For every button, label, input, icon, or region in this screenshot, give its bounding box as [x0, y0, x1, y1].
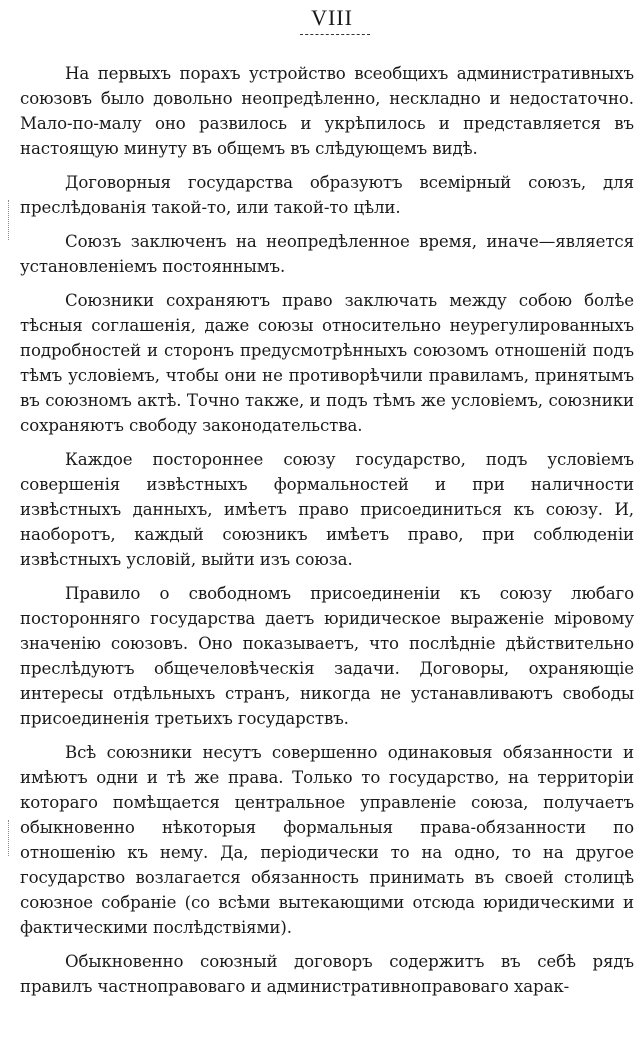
paragraph-1: На первыхъ порахъ устройство всеобщихъ административныхъ союзовъ было довольно неопредѣленно, нескладно и недостаточно. Мало-по-малу оно развилось и укрѣпилось и представляется въ настоящую минуту въ общемъ въ слѣдующемъ видѣ. — [20, 64, 634, 158]
paragraph-8: Обыкновенно союзный договоръ содержитъ въ себѣ рядъ правилъ частноправоваго и административноправоваго харак- — [20, 952, 634, 996]
paragraph-7: Всѣ союзники несутъ совершенно одинаковыя обязанности и имѣютъ одни и тѣ же права. Только то государство, на территоріи котораго помѣщается центральное управленіе союза, получаетъ обыкновенно нѣкоторыя формальныя права-обязанности по отношенію къ нему. Да, періодически то на одно, то на другое государство возлагается обязанность принимать въ своей столицѣ союзное собраніе (со всѣми вытекающими отсюда юридическими и фактическими послѣдствіями). — [20, 743, 634, 937]
margin-scan-mark-bottom — [8, 820, 10, 856]
paragraph-2: Договорныя государства образуютъ всемірный союзъ, для преслѣдованія такой-то, или такой-то цѣли. — [20, 173, 634, 217]
paragraph-4: Союзники сохраняютъ право заключать между собою болѣе тѣсныя соглашенія, даже союзы относительно неурегулированныхъ подробностей и сторонъ предусмотрѣнныхъ союзомъ отношеній подъ тѣмъ условіемъ, чтобы они не противорѣчили правиламъ, принятымъ въ союзномъ актѣ. Точно также, и подъ тѣмъ же условіемъ, союзники сохраняютъ свободу законодательства. — [20, 291, 634, 435]
paragraph-5: Каждое постороннее союзу государство, подъ условіемъ совершенія извѣстныхъ формальностей и при наличности извѣстныхъ данныхъ, имѣетъ право присоединиться къ союзу. И, наоборотъ, каждый союзникъ имѣетъ право, при соблюденіи извѣстныхъ условій, выйти изъ союза. — [20, 450, 634, 569]
paragraph-6: Правило о свободномъ присоединеніи къ союзу любаго посторонняго государства даетъ юридическое выраженіе міровому значенію союзовъ. Оно показываетъ, что послѣдніе дѣйствительно преслѣдуютъ общечеловѣческія задачи. Договоры, охраняющіе интересы отдѣльныхъ странъ, никогда не устанавливаютъ свободы присоединенія третьихъ государствъ. — [20, 584, 634, 728]
header-rule — [300, 34, 370, 35]
paragraph-3: Союзъ заключенъ на неопредѣленное время, иначе—является установленіемъ постояннымъ. — [20, 232, 634, 276]
margin-scan-mark-top — [8, 200, 10, 240]
page-number: VIII — [311, 5, 353, 30]
